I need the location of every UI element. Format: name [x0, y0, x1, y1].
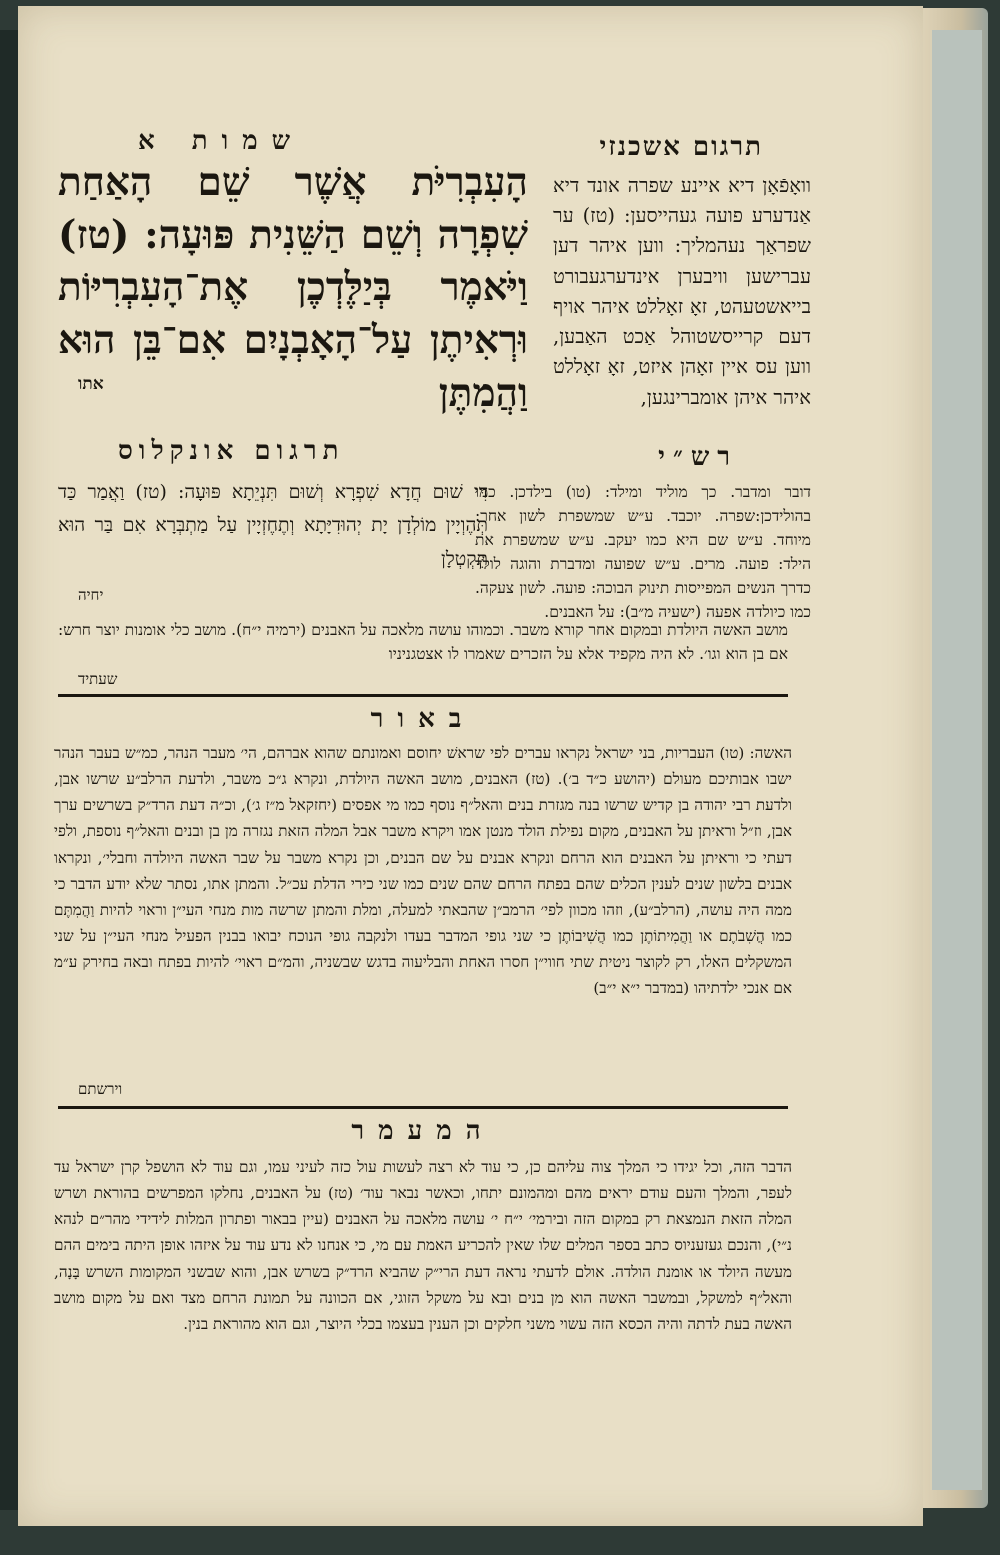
rashi-opening: דובר ומדבר. כך מוליד ומילד: (טו) בילדכן. כמו בהולידכן:שפרה. יוכבד. ע״ש שמשפרת — [475, 483, 811, 526]
onkelos-text: דִּי שׁוּם חֲדָא שִׁפְרָא וְשׁוּם תִּנְיֵתָא פּוּעָה: (טז) וַאֲמַר כַּד תְּהֶוְיָין מוֹלְדָן יָת יְהוּדִיָּתָא וְתֶחֶזְיָין עַל מַתְבְּרָא אִם בַּר הוּא תִּקְטְלָן — [58, 481, 488, 570]
rashi-text — [475, 480, 811, 624]
page-stack-inner — [930, 30, 982, 1490]
biur-text: האשה: (טו) העבריות, בני ישראל נקראו עברים לפי שראשׁ יחוסם ואמונתם שהוא אברהם, הי׳ מעבר הנהר, כמ״ש בעבר הנהר ישבו אבותיכם מעולם (יהושע כ״ד ב׳). (טז) האבנים, מושב האשה היולדת, ונקרא ג״כ משבר, ולדעת הרלב״ע שרשו אבן, ולדעת רבי יהודה בן קדיש שרשו בנה מגזרת בנים והאל״ף נוסף כמו מי אפסים (יחזקאל מ״ז ג׳), וכ״ה דעת הרד״ק בשרשים ערך אבן, וז״ל וראיתן על האבנים, מקום נפילת הולד מנטן אמו ויקרא משבר אבל המלה הזאת נגזרה מן בן ובנים והאל״ף נוספת, ולפי דעתי כי וראיתן על האבנים הוא הרחם ונקרא אבנים על שם הבנים, וכן נקרא משבר על שבר האשה היולדה וחבלי׳, ונקראו אבנים בלשון שנים לענין הכלים שהם בפתח הרחם שהם שנים כמו שני כירי הדלת עכ״ל. והמתן אתו, נסתר שלא יודע הדבר כי ממה היה עושה, (הרלב״ע), וזהו מכוון לפי׳ הרמב״ן שהבאתי למעלה, ומלת והמתן שרשה מות מנחי העי״ן וראוי להיות וַהֲמִתֶּם כמו הֲשִׁבֹתֶם או וַהֲמִיתוֹתֶן כמו הֲשִׁיבוֹתֶן כי שני גופי המדבר בעדו ולנקבה גופי הנוכח יבואו בבנין הפעיל מנחי העי״ן על שני המשקלים האלו, רק לקוצר ניטית שתי חווי״ן חסרו האחת והבליעוה בדגש שבשניה, והמ״ם ראוי׳ להיות בפתח ובאה בחירק ע״מ אם אנכי ילדתיהו (במדבר י״א י״ב) — [54, 744, 792, 998]
hameamer-text: הדבר הזה, וכל יגידו כי המלך צוה עליהם כן, כי עוד לא רצה לעשות עול כזה לעיני עמו, וגם עוד לא הושפל קרן ישראל עד לעפר, והמלך והעם עודם יראים מהם ומהמונם יתחו, וכאשר נבאר עוד׳ (טז) על האבנים, נחלקו המפרשים בהוראת ושרש המלה הזאת הנמצאת רק במקום הזה ובירמי׳ י״ח י׳ עושה מלאכה על האבנים (עיין בבאור ופתרון המלות לידידי מהר״ם לנהא נ״י), והנכם געזעניוס כתב בספר המלים שלו שאין להכריע האמת עם מי, כי אנחנו לא נדע עוד על איזהו אופן היתה בימים ההם מעשה היולד או אומנת הולדה. אולם לדעתי נראה דעת הרי״ק שהביא הרד״ק בשרש אבן, והוא שבשני המקומות השרש בָּנָה, והאל״ף למשקל, ובמשבר האשה הוא מן בנים ובא על משקל הזוגי, אם הכוונה על תמונת הרחם מצד ואם על מקום מושב האשה בעת לדתה והיה הכסא הזה עשוי משני חלקים וכן הענין בעצמו בכלי היוצר, וגם הוא מהוראת בנין. — [54, 1158, 792, 1333]
section-divider-1 — [58, 694, 788, 697]
aschkenazi-title: תרגום אשכנזי — [599, 132, 763, 162]
onkelos-catchword: יחיה — [78, 586, 104, 604]
biur-title: באור — [370, 704, 476, 734]
rashi-catchword: שעתיד — [78, 670, 118, 688]
onkelos-title: תרגום אונקלוס — [118, 436, 345, 466]
rashi-continuation: לשון אחר: מיוחד. ע״ש שם היא כמו יעקב. ע״ש שמשפרת את הילד: פועה. מרים. ע״ש שפועה ומדברת והוגה לולד כדרך הנשים המפייסות תינוק הבוכה: פועה. לשון צעקה. כמו כיולדה אפעה (ישעיה מ״ב): על האבנים. — [475, 507, 811, 622]
book-page — [18, 6, 923, 1526]
rashi-wide-text: מושב האשה היולדת ובמקום אחר קורא משבר. וכמוהו עושה מלאכה על האבנים (ירמיה י״ח). מושב כלי אומנות יוצר חרש: אם בן הוא וגו׳. לא היה מקפיד אלא על הזכרים שאמרו לו אצטגניניו — [58, 621, 788, 664]
torah-catchword: אתו — [78, 374, 104, 394]
rashi-title: רש״י — [658, 442, 738, 472]
aschkenazi-translation: וואָפֿאָן דיא איינע שפרה אונד דיא אַנדערע פועה געהייסען: (טז) ער שפראַך נעהמליך: ווען איהר דען עברישען וויבערן אינדערגעבורט בייאשטעהט, זאָ זאָללט איהר אויף דעם קרייסשטוהל אַכט האַבען, ווען עס איין זאָהן איזט, זאָ זאָללט איהר איהן אומברינגען, — [553, 174, 811, 409]
biur-catchword: וירשתם — [78, 1080, 123, 1098]
hameamer-title: המעמר — [351, 1116, 495, 1146]
section-divider-2 — [58, 1106, 788, 1109]
book-title: שמות א — [138, 126, 305, 156]
torah-text: הָעִבְרִיֹּת אֲשֶׁר שֵׁם הָאַחַת שִׁפְרָה וְשֵׁם הַשֵּׁנִית פּוּעָה: (טז) וַיֹּאמֶר בְּיַלֶּדְכֶן אֶת־הָעִבְרִיּוֹת וּרְאִיתֶן עַל־הָאָבְנָיִם אִם־בֵּן הוּא וַהֲמִתֶּן — [58, 159, 528, 416]
